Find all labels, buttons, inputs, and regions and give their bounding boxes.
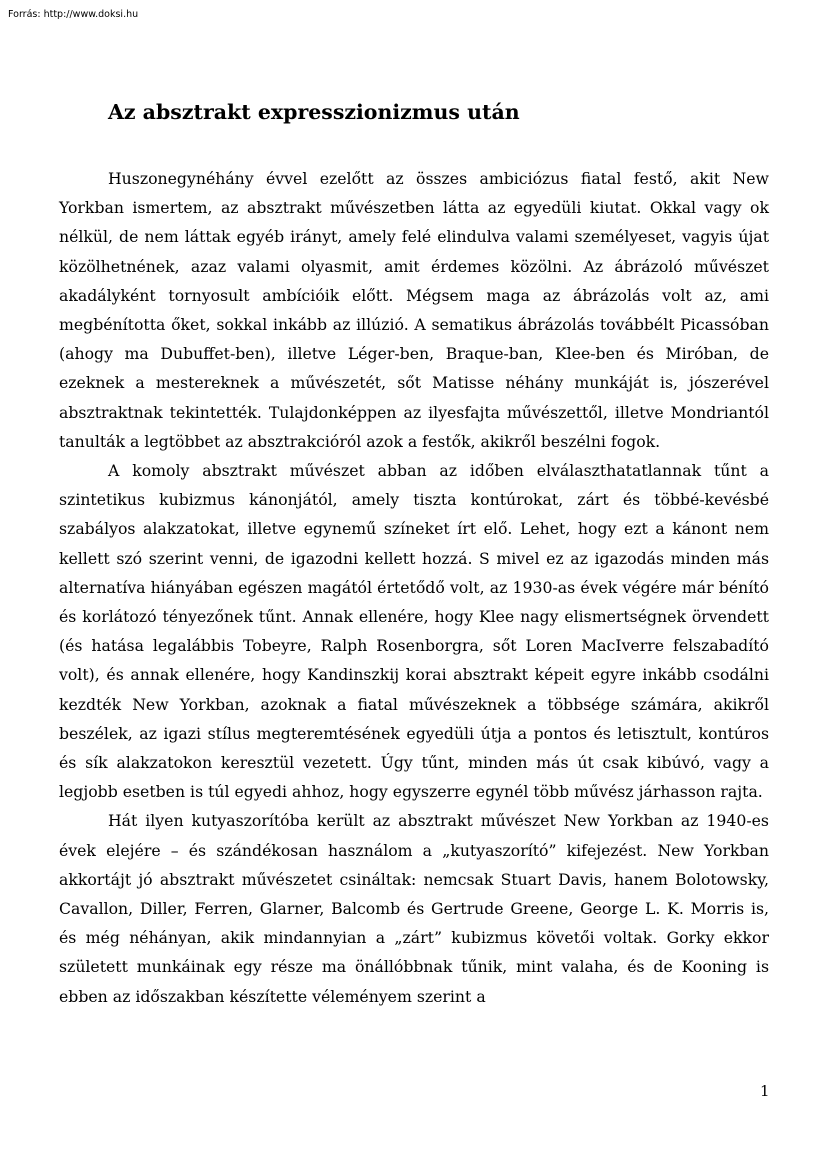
- page-number: 1: [760, 1082, 770, 1100]
- document-body: [59, 164, 769, 1011]
- paragraph-2: A komoly absztrakt művészet abban az időben elválaszthatatlannak tűnt a szintetikus kubizmus kánonjától, amely tiszta kontúrokat, zárt és többé-kevésbé szabályos alakzatokat, illetve egynemű színeket írt elő. Lehet, hogy ezt a kánont nem kellett szó szerint venni, de igazodni kellett hozzá. S mivel ez az igazodás minden más alternatíva hiányában egészen magától értetődő volt, az 1930-as évek végére már bénító és korlátozó tényezőnek tűnt. Annak ellenére, hogy Klee nagy elismertségnek örvendett (és hatása legalábbis Tobeyre, Ralph Rosenborgra, sőt Loren MacIverre felszabadító volt), és annak ellenére, hogy Kandinszkij korai absztrakt képeit egyre inkább csodálni kezdték New Yorkban, azoknak a fiatal művészeknek a többsége számára, akikről beszélek, az igazi stílus megteremtésének egyedüli útja a pontos és letisztult, kontúros és sík alakzatokon keresztül vezetett. Úgy tűnt, minden más út csak kibúvó, vagy a legjobb esetben is túl egyedi ahhoz, hogy egyszerre egynél több művész járhasson rajta.: [59, 461, 769, 802]
- paragraph-1: Huszonegynéhány évvel ezelőtt az összes ambiciózus fiatal festő, akit New Yorkban ismertem, az absztrakt művészetben látta az egyedüli kiutat. Okkal vagy ok nélkül, de nem láttak egyéb irányt, amely felé elindulva valami személyeset, vagyis újat közölhetnének, azaz valami olyasmit, amit érdemes közölni. Az ábrázoló művészet akadályként tornyosult ambícióik előtt. Mégsem maga az ábrázolás volt az, ami megbénította őket, sokkal inkább az illúzió. A sematikus ábrázolás továbbélt Picassóban (ahogy ma Dubuffet-ben), illetve Léger-ben, Braque-ban, Klee-ben és Miróban, de ezeknek a mestereknek a művészetét, sőt Matisse néhány munkáját is, jószerével absztraktnak tekintették. Tulajdonképpen az ilyesfajta művészettől, illetve Mondriantól tanulták a legtöbbet az absztrakcióról azok a festők, akikről beszélni fogok.: [59, 169, 769, 451]
- source-note: Forrás: http://www.doksi.hu: [8, 9, 139, 20]
- paragraph-3: Hát ilyen kutyaszorítóba került az absztrakt művészet New Yorkban az 1940-es évek elejére – és szándékosan használom a „kutyaszorító” kifejezést. New Yorkban akkortájt jó absztrakt művészetet csináltak: nemcsak Stuart Davis, hanem Bolotowsky, Cavallon, Diller, Ferren, Glarner, Balcomb és Gertrude Greene, George L. K. Morris is, és még néhányan, akik mindannyian a „zárt” kubizmus követői voltak. Gorky ekkor született munkáinak egy része ma önállóbbnak tűnik, mint valaha, és de Kooning is ebben az időszakban készítette véleményem szerint a: [59, 811, 769, 1006]
- page-title: Az absztrakt expresszionizmus után: [108, 100, 520, 124]
